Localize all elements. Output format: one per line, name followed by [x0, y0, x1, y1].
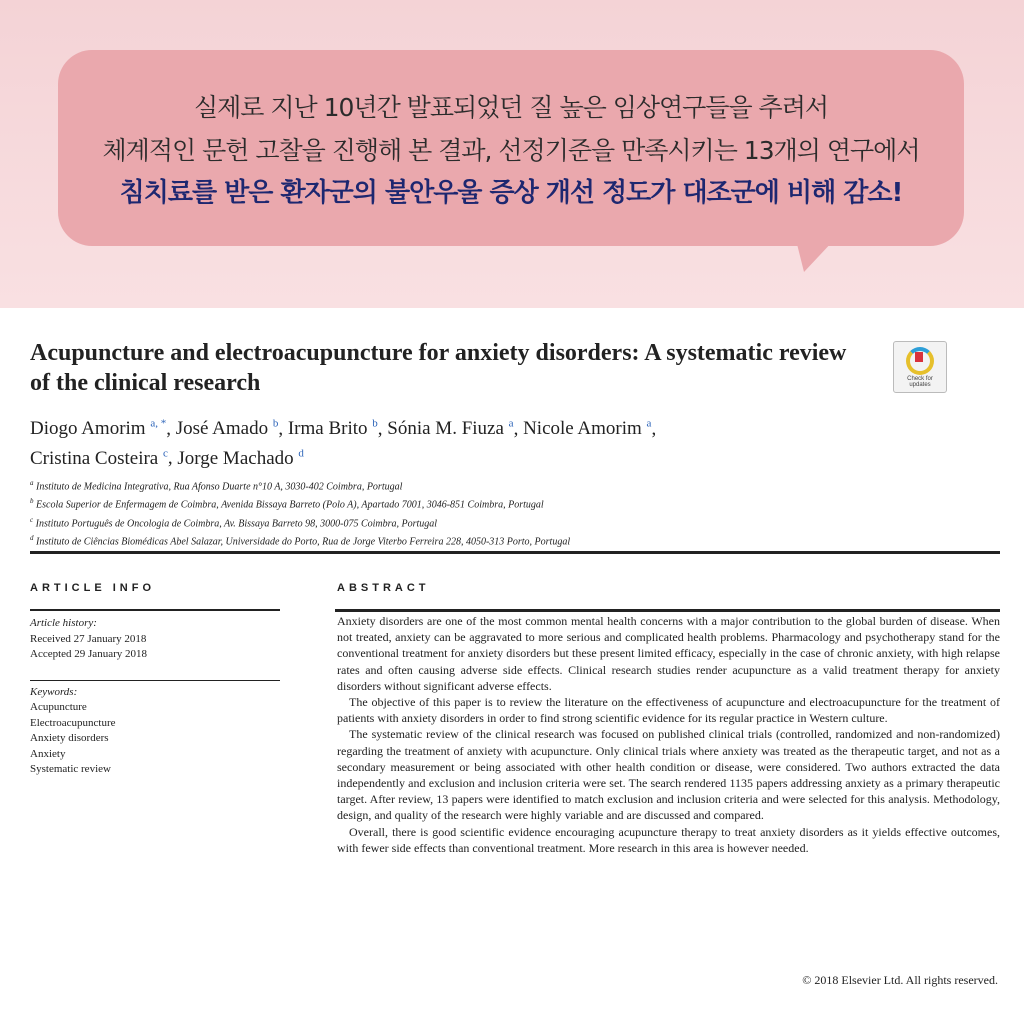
affiliations: [30, 476, 570, 549]
header-divider: [30, 551, 1000, 554]
accepted-date: Accepted 29 January 2018: [30, 648, 147, 660]
abstract-heading: ABSTRACT: [337, 582, 430, 594]
badge-text-2: updates: [909, 382, 931, 388]
banner-line-2: 체계적인 문헌 고찰을 진행해 본 결과, 선정기준을 만족시키는 13개의 연구에서: [102, 136, 920, 165]
affiliation: $^a$ Instituto de Medicina Integrativa, Rua Afonso Duarte n°10 A, 3030-402 Coimbra, Portugal: [30, 479, 403, 493]
keywords-label: Keywords:: [30, 685, 78, 698]
author[interactable]: Irma Brito $^b$: [287, 418, 378, 440]
copyright: © 2018 Elsevier Ltd. All rights reserved.: [802, 973, 998, 987]
check-for-updates-badge[interactable]: [893, 341, 947, 393]
received-date: Received 27 January 2018: [30, 632, 147, 645]
article-info-heading: ARTICLE INFO: [30, 582, 155, 594]
crossmark-icon: [906, 347, 934, 375]
keyword: Electroacupuncture: [30, 716, 116, 729]
divider: [30, 609, 280, 611]
author[interactable]: Sónia M. Fiuza $^a$: [387, 418, 514, 440]
author[interactable]: Diogo Amorim $^{a, *}$: [30, 418, 167, 440]
abstract-paragraph: Overall, there is good scientific evidence encouraging acupuncture therapy to treat anxiety disorders as it yields effective outcomes, with fewer side effects than conventional treatment. More research in this area is however needed.: [337, 824, 1000, 855]
summary-banner: [0, 0, 1024, 308]
article-info: [30, 616, 147, 778]
author[interactable]: Cristina Costeira $^c$: [30, 447, 168, 469]
keyword: Acupuncture: [30, 701, 87, 713]
affiliation: $^d$ Instituto de Ciências Biomédicas Abel Salazar, Universidade do Porto, Rua de Jorge Viterbo Ferreira 228, 4050-313 Porto, Portugal: [30, 533, 571, 548]
author-list: Diogo Amorim $^{a, *}$, José Amado $^b$, Irma Brito $^b$, Sónia M. Fiuza $^a$, Nicole Amorim $^a$, Cristina Costeira $^c$, Jorge Machado $^d$: [30, 418, 657, 469]
affiliation: $^b$ Escola Superior de Enfermagem de Coimbra, Avenida Bissaya Barreto (Polo A), Apartado 7001, 3046-851 Coimbra, Portugal: [30, 497, 544, 511]
abstract-paragraph: Anxiety disorders are one of the most common mental health concerns with a major contribution to the global burden of disease. When not treated, anxiety can be aggravated to more serious and complicated health problems. Pharmacology and psychotherapy stand for the conventional treatment for anxiety disorders but these present limited efficacy, especially in the case of chronic anxiety, with high relapse rates and often causing adverse side effects. Clinical research studies render acupuncture as a valid treatment therapy for anxiety disorders without significant adverse effects.: [337, 614, 1000, 693]
paper-title: Acupuncture and electroacupuncture for anxiety disorders: A systematic review of the clinical research: [30, 340, 847, 396]
keyword: Anxiety disorders: [30, 732, 109, 744]
affiliation: $^c$ Instituto Português de Oncologia de Coimbra, Av. Bissaya Barreto 98, 3000-075 Coimbra, Portugal: [30, 515, 438, 529]
keyword: Anxiety: [30, 747, 66, 760]
keyword: Systematic review: [30, 763, 111, 775]
author[interactable]: Jorge Machado $^d$: [177, 447, 304, 469]
divider: [335, 609, 1000, 612]
abstract-paragraph: The objective of this paper is to review the literature on the effectiveness of acupuncture and electroacupuncture for the treatment of patients with anxiety disorders in order to find strong scientific evidence for its regular practice in Western culture.: [337, 695, 1000, 726]
badge-text-1: Check for: [907, 376, 933, 382]
author[interactable]: José Amado $^b$: [175, 418, 279, 440]
speech-bubble-tail: [796, 240, 834, 272]
banner-highlight: 침치료를 받은 환자군의 불안우울 증상 개선 정도가 대조군에 비해 감소!: [119, 178, 903, 208]
banner-line-1: 실제로 지난 10년간 발표되었던 질 높은 임상연구들을 추려서: [193, 93, 829, 122]
author[interactable]: Nicole Amorim $^a$: [523, 418, 652, 440]
abstract-body: [337, 613, 1000, 856]
abstract-paragraph: The systematic review of the clinical research was focused on published clinical trials (controlled, randomized and non-randomized) regarding the treatment of anxiety with acupuncture. Only clinical trials where anxiety was treated as the therapeutic target, and not as a secondary measurement or being associated with other health condition or disease, were considered. Two authors extracted the data independently and exclusion and inclusion criteria were set. The search rendered 1135 papers addressing anxiety as a primary therapeutic target. After review, 13 papers were identified to match exclusion and inclusion criteria and were selected for this analysis. Methodology, design, and quality of the research were highly variable and are discussed and compared.: [337, 727, 1000, 823]
history-label: Article history:: [30, 617, 97, 629]
speech-bubble: [58, 50, 964, 246]
